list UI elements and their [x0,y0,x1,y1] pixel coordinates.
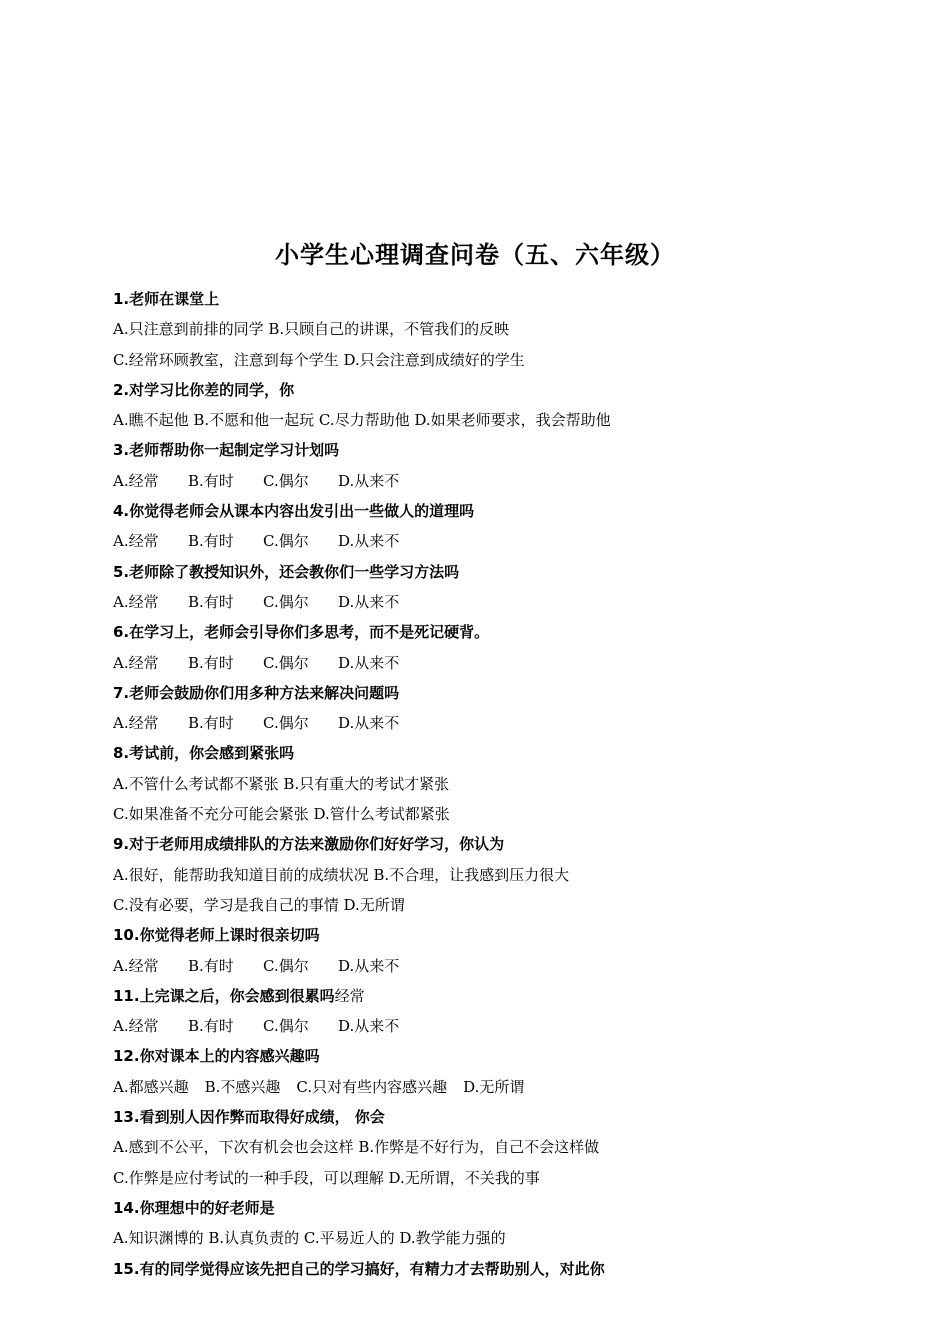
answer-option: C.偶尔 [263,532,309,551]
answer-line: C.作弊是应付考试的一种手段，可以理解 D.无所谓，不关我的事 [113,1168,540,1187]
answer-option: D.无所谓 [463,1077,525,1096]
answer-option: B.不感兴趣 [204,1077,281,1096]
question-text: 2.对学习比你差的同学，你 [113,380,295,399]
answer-line: C.如果准备不充分可能会紧张 D.管什么考试都紧张 [113,805,450,824]
question-heading [113,981,913,1011]
answer-option: B.有时 [188,532,234,551]
answer-options [113,648,913,678]
answer-option: A.经常 [113,956,159,975]
answer-option: D.从来不 [338,1017,400,1036]
answer-line: A.不管什么考试都不紧张 B.只有重大的考试才紧张 [113,774,450,793]
answer-option: B.有时 [188,471,234,490]
answer-option: C.只对有些内容感兴趣 [296,1077,448,1096]
question-heading [113,496,913,526]
question-text: 14.你理想中的好老师是 [113,1198,275,1217]
answer-option: A.经常 [113,714,159,733]
question-heading [113,1102,913,1132]
answer-options [113,951,913,981]
answer-option: A.经常 [113,532,159,551]
question-text: 7.老师会鼓励你们用多种方法来解决问题吗 [113,683,400,702]
answer-options [113,526,913,556]
question-heading [113,920,913,950]
question-heading [113,829,913,859]
question-heading [113,557,913,587]
answer-option: A.经常 [113,1017,159,1036]
question-text: 8.考试前，你会感到紧张吗 [113,744,295,763]
question-text: 15.有的同学觉得应该先把自己的学习搞好，有精力才去帮助别人，对此你 [113,1259,605,1278]
answer-option: C.偶尔 [263,714,309,733]
answer-option: C.偶尔 [263,1017,309,1036]
answer-line: A.瞧不起他 B.不愿和他一起玩 C.尽力帮助他 D.如果老师要求，我会帮助他 [113,411,611,430]
answer-option: D.从来不 [338,532,400,551]
answer-option: C.偶尔 [263,471,309,490]
answer-option: A.经常 [113,653,159,672]
question-text: 13.看到别人因作弊而取得好成绩， 你会 [113,1108,385,1127]
question-text: 11.上完课之后，你会感到很累吗 [113,986,335,1005]
answer-line: A.知识渊博的 B.认真负责的 C.平易近人的 D.教学能力强的 [113,1229,506,1248]
question-text: 10.你觉得老师上课时很亲切吗 [113,926,320,945]
question-heading [113,284,913,314]
question-text: 12.你对课本上的内容感兴趣吗 [113,1047,320,1066]
question-heading [113,1193,913,1223]
answer-option: B.有时 [188,592,234,611]
answer-option: A.经常 [113,471,159,490]
question-text: 5.老师除了教授知识外，还会教你们一些学习方法吗 [113,562,460,581]
answer-options [113,466,913,496]
answer-options [113,1011,913,1041]
answer-options [113,708,913,738]
answer-options [113,1072,913,1102]
answer-option: B.有时 [188,653,234,672]
answer-line: A.感到不公平，下次有机会也会这样 B.作弊是不好行为，自己不会这样做 [113,1138,600,1157]
question-heading [113,1041,913,1071]
answer-option: C.偶尔 [263,592,309,611]
answer-option: D.从来不 [338,956,400,975]
question-tail: 经常 [334,986,365,1005]
answer-option: C.偶尔 [263,653,309,672]
answer-option: B.有时 [188,714,234,733]
question-list [113,284,913,1284]
answer-options [113,587,913,617]
answer-option: A.都感兴趣 [113,1077,189,1096]
question-text: 9.对于老师用成绩排队的方法来激励你们好好学习，你认为 [113,835,505,854]
question-text: 3.老师帮助你一起制定学习计划吗 [113,441,340,460]
answer-line: C.经常环顾教室，注意到每个学生 D.只会注意到成绩好的学生 [113,350,525,369]
question-text: 6.在学习上，老师会引导你们多思考，而不是死记硬背。 [113,623,490,642]
question-text: 4.你觉得老师会从课本内容出发引出一些做人的道理吗 [113,502,475,521]
question-heading [113,738,913,768]
answer-option: D.从来不 [338,471,400,490]
answer-line: C.没有必要，学习是我自己的事情 D.无所谓 [113,895,405,914]
answer-option: D.从来不 [338,653,400,672]
answer-option: B.有时 [188,1017,234,1036]
answer-option: B.有时 [188,956,234,975]
question-heading [113,617,913,647]
question-heading [113,375,913,405]
answer-line: A.很好，能帮助我知道目前的成绩状况 B.不合理，让我感到压力很大 [113,865,570,884]
question-heading [113,435,913,465]
question-heading [113,678,913,708]
answer-option: C.偶尔 [263,956,309,975]
answer-option: D.从来不 [338,714,400,733]
answer-option: D.从来不 [338,592,400,611]
answer-line: A.只注意到前排的同学 B.只顾自己的讲课，不管我们的反映 [113,320,510,339]
question-heading [113,1254,913,1284]
page-title: 小学生心理调查问卷（五、六年级） [275,241,675,269]
question-text: 1.老师在课堂上 [113,290,220,308]
answer-option: A.经常 [113,592,159,611]
